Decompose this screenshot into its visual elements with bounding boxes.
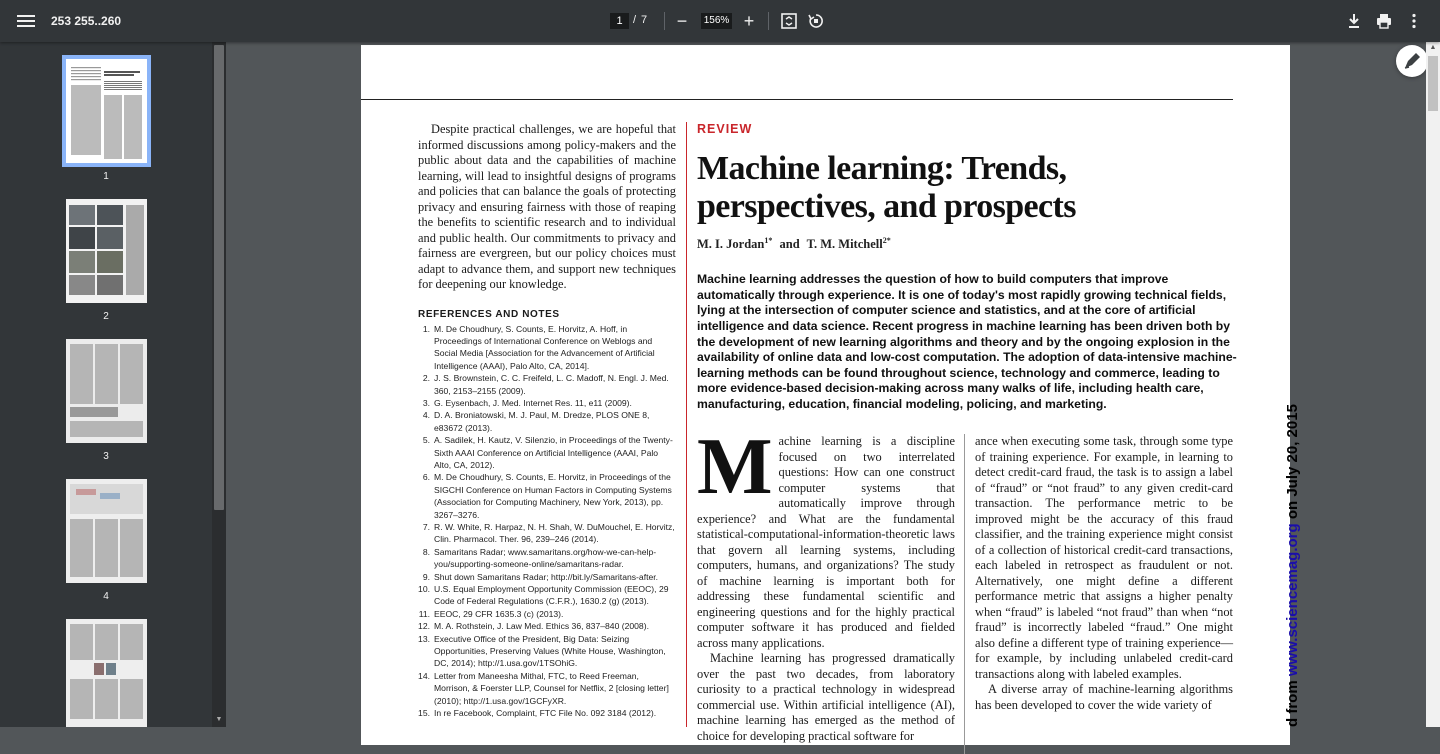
column-divider [686, 122, 687, 727]
annotate-button[interactable] [1396, 45, 1428, 77]
reference-text: M. A. Rothstein, J. Law Med. Ethics 36, 837–840 (2008). [434, 621, 649, 632]
sciencemag-link[interactable]: www.sciencemag.org [1284, 523, 1301, 677]
scroll-up-arrow-icon[interactable]: ▲ [1429, 44, 1437, 51]
page-content [361, 45, 1290, 743]
body-paragraph: A diverse array of machine-learning algorithms has been developed to cover the wide variety of [975, 682, 1233, 712]
scroll-down-arrow-icon[interactable]: ▼ [215, 716, 223, 723]
reference-text: M. De Choudhury, S. Counts, E. Horvitz, A. Hoff, in Proceedings of International Conference on Weblogs and Social Media [Association for the Advancement of Artificial Intelligence (AAAI), Palo Alto, CA, 2014]. [434, 323, 655, 371]
body-paragraph: ance when executing some task, through some type of training experience. For example, in learning to detect credit-card fraud, the task is to assign a label of “fraud” or “not fraud” to any given credit-card transaction. The performance metric to be improved might be the accuracy of this fraud classifier, and the training experience might consist of a collection of historical credit-card transactions, each labeled in retrospect as fraudulent or not. Alternatively, one might define a different performance metric that assigns a higher penalty when “fraud” is labeled “not fraud” than when “not fraud” is incorrectly labeled “fraud.” One might also define a different type of training experience—for example, by including unlabeled credit-card transactions along with labeled examples. [975, 434, 1233, 681]
reference-text: U.S. Equal Employment Opportunity Commission (EEOC), 29 Code of Federal Regulations (C.F.R.), 1630.2 (g) (2013). [434, 584, 669, 607]
reference-text: EEOC, 29 CFR 1635.3 (c) (2013). [434, 608, 564, 619]
page-thumbnail-5[interactable] [66, 619, 147, 723]
author-conjunction: and [779, 237, 800, 252]
zoom-out-button[interactable]: − [676, 11, 688, 31]
reference-number: 11. [418, 608, 430, 619]
author-name: T. M. Mitchell [806, 237, 883, 252]
reference-number: 1. [422, 323, 430, 334]
reference-number: 4. [422, 410, 430, 421]
reference-item [418, 608, 676, 620]
fit-page-icon[interactable] [779, 11, 799, 31]
reference-number: 5. [422, 435, 430, 446]
reference-item [418, 434, 676, 471]
thumbnail-preview [66, 199, 147, 303]
reference-item [418, 583, 676, 608]
author-name: M. I. Jordan [697, 237, 765, 252]
download-watermark [1267, 404, 1301, 727]
page-separator: / [633, 14, 637, 26]
author-affiliation: 1* [764, 236, 773, 245]
reference-item [418, 707, 676, 719]
document-scrollbar-thumb[interactable] [1428, 56, 1438, 111]
body-column-2 [975, 434, 1233, 713]
rotate-icon[interactable] [806, 11, 826, 31]
sidebar-scrollbar-thumb[interactable] [214, 45, 224, 510]
article-title: Machine learning: Trends, perspectives, and prospects [697, 150, 1076, 225]
intro-paragraph: Despite practical challenges, we are hopeful that informed discussions among policy-makers and the public about data and the capabilities of machine learning, will lead to insightful designs of programs and policies that can balance the goals of protecting privacy and ensuring fairness with those of reaping the benefits to scientific research and to individual and public health. Our commitments to privacy and fairness are evergreen, but our policy choices must adapt to advance them, and support new techniques for deepening our knowledge. [418, 122, 676, 291]
references-heading: REFERENCES AND NOTES [418, 308, 560, 320]
reference-number: 15. [418, 708, 430, 719]
reference-number: 13. [418, 633, 430, 644]
watermark-suffix: on July 20, 2015 [1284, 404, 1301, 520]
section-label: REVIEW [697, 122, 753, 136]
download-icon[interactable] [1344, 11, 1364, 31]
page-thumbnail-2[interactable] [66, 199, 147, 303]
reference-text: R. W. White, R. Harpaz, N. H. Shah, W. DuMouchel, E. Horvitz, Clin. Pharmacol. Ther. 96, 239–246 (2014). [434, 522, 675, 545]
reference-text: M. De Choudhury, S. Counts, E. Horvitz, in Proceedings of the SIGCHI Conference on Human Factors in Computing Systems (Association for Computing Machinery, New York, 2013), pp. 3267–3276. [434, 472, 672, 520]
abstract: Machine learning addresses the question of how to build computers that improve automatically through experience. It is one of today's most rapidly growing technical fields, lying at the intersection of computer science and statistics, and at the core of artificial intelligence and data science. Recent progress in machine learning has been driven both by the development of new learning algorithms and theory and by the ongoing explosion in the availability of online data and low-cost computation. The adoption of data-intensive machine-learning methods can be found throughout science, technology and commerce, leading to more evidence-based decision-making across many walks of life, including health care, manufacturing, education, financial modeling, policing, and marketing. [697, 272, 1237, 411]
pen-icon [1396, 45, 1428, 77]
body-paragraph: achine learning is a discipline focused on two interrelated questions: How can one construct computer systems that automatically improve through experience? and What are the fundamental statistical-computational-information-theoretic laws that govern all learning systems, including computers, humans, and organizations? The study of machine learning is important both for addressing these fundamental scientific and engineering questions and for the highly practical computer software it has produced and fielded across many applications. [697, 434, 955, 650]
body-paragraph: Machine learning has progressed dramatically over the past two decades, from laboratory curiosity to a practical technology in widespread commercial use. Within artificial intelligence (AI), machine learning has emerged as the method of choice for developing practical software for [697, 651, 955, 743]
reference-item [418, 633, 676, 670]
page-number-input[interactable]: 1 [610, 13, 629, 29]
references-list [418, 323, 676, 720]
reference-text: Executive Office of the President, Big Data: Seizing Opportunities, Preserving Values (White House, Washington, DC, 2014); http://1.usa.gov/1TSOhiG. [434, 633, 666, 669]
thumbnail-preview [66, 479, 147, 583]
reference-item [418, 323, 676, 373]
author-affiliation: 2* [882, 236, 891, 245]
zoom-in-button[interactable]: + [743, 11, 755, 31]
reference-text: D. A. Broniatowski, M. J. Paul, M. Dredze, PLOS ONE 8, e83672 (2013). [434, 410, 650, 433]
thumbnail-label: 2 [103, 311, 109, 322]
left-column [418, 122, 676, 720]
reference-number: 3. [422, 397, 430, 408]
thumbnail-label: 4 [103, 591, 109, 602]
reference-item [418, 521, 676, 546]
reference-number: 10. [418, 584, 430, 595]
page-thumbnail-4[interactable] [66, 479, 147, 583]
print-icon[interactable] [1374, 11, 1394, 31]
document-title: 253 255..260 [51, 14, 122, 28]
reference-item [418, 372, 676, 397]
page-thumbnail-3[interactable] [66, 339, 147, 443]
reference-item [418, 546, 676, 571]
reference-number: 6. [422, 472, 430, 483]
toolbar-divider [768, 12, 769, 30]
drop-cap: M [697, 423, 773, 511]
page-thumbnail-1[interactable] [66, 59, 147, 163]
reference-number: 8. [422, 546, 430, 557]
thumbnail-preview [66, 339, 147, 443]
reference-item [418, 571, 676, 583]
reference-text: J. S. Brownstein, C. C. Freifeld, L. C. Madoff, N. Engl. J. Med. 360, 2153–2155 (2009). [434, 373, 669, 396]
reference-item [418, 409, 676, 434]
column-divider [964, 434, 965, 754]
toolbar-divider [664, 12, 665, 30]
reference-number: 7. [422, 522, 430, 532]
zoom-level-input[interactable]: 156% [701, 13, 732, 29]
reference-text: A. Sadilek, H. Kautz, V. Silenzio, in Proceedings of the Twenty-Sixth AAAI Conference on Artificial Intelligence (AAAI, Palo Alto, CA, 2012). [434, 435, 673, 470]
menu-icon[interactable] [16, 12, 36, 30]
more-options-icon[interactable] [1404, 11, 1424, 31]
reference-text: In re Facebook, Complaint, FTC File No. 092 3184 (2012). [434, 708, 657, 719]
reference-number: 14. [418, 670, 430, 681]
thumbnail-preview [66, 619, 147, 727]
thumbnail-preview [66, 59, 147, 163]
reference-item [418, 670, 676, 707]
reference-text: Samaritans Radar; www.samaritans.org/how-we-can-help-you/supporting-someone-online/samaritans-radar. [434, 546, 657, 570]
watermark-prefix: d from [1284, 680, 1301, 727]
thumbnail-sidebar [0, 42, 212, 727]
total-pages: 7 [641, 14, 648, 26]
author-line [697, 236, 1237, 252]
reference-number: 2. [422, 373, 430, 384]
reference-item [418, 397, 676, 409]
reference-number: 9. [422, 571, 430, 582]
reference-item [418, 471, 676, 521]
thumbnail-label: 1 [103, 171, 109, 182]
body-column-1 [697, 423, 955, 744]
document-scrollbar[interactable] [1426, 42, 1440, 727]
reference-text: Letter from Maneesha Mithal, FTC, to Reed Freeman, Morrison, & Foerster LLP, Counsel for Netflix, 2 [closing letter] (2010); http://1.usa.gov/1GCFyXR. [434, 670, 669, 706]
article-header [697, 122, 1237, 413]
reference-text: Shut down Samaritans Radar; http://bit.ly/Samaritans-after. [434, 571, 659, 582]
thumbnail-label: 3 [103, 451, 109, 462]
reference-text: G. Eysenbach, J. Med. Internet Res. 11, e11 (2009). [434, 397, 632, 408]
reference-item [418, 620, 676, 632]
pdf-toolbar [0, 0, 1440, 42]
reference-number: 12. [418, 621, 430, 632]
